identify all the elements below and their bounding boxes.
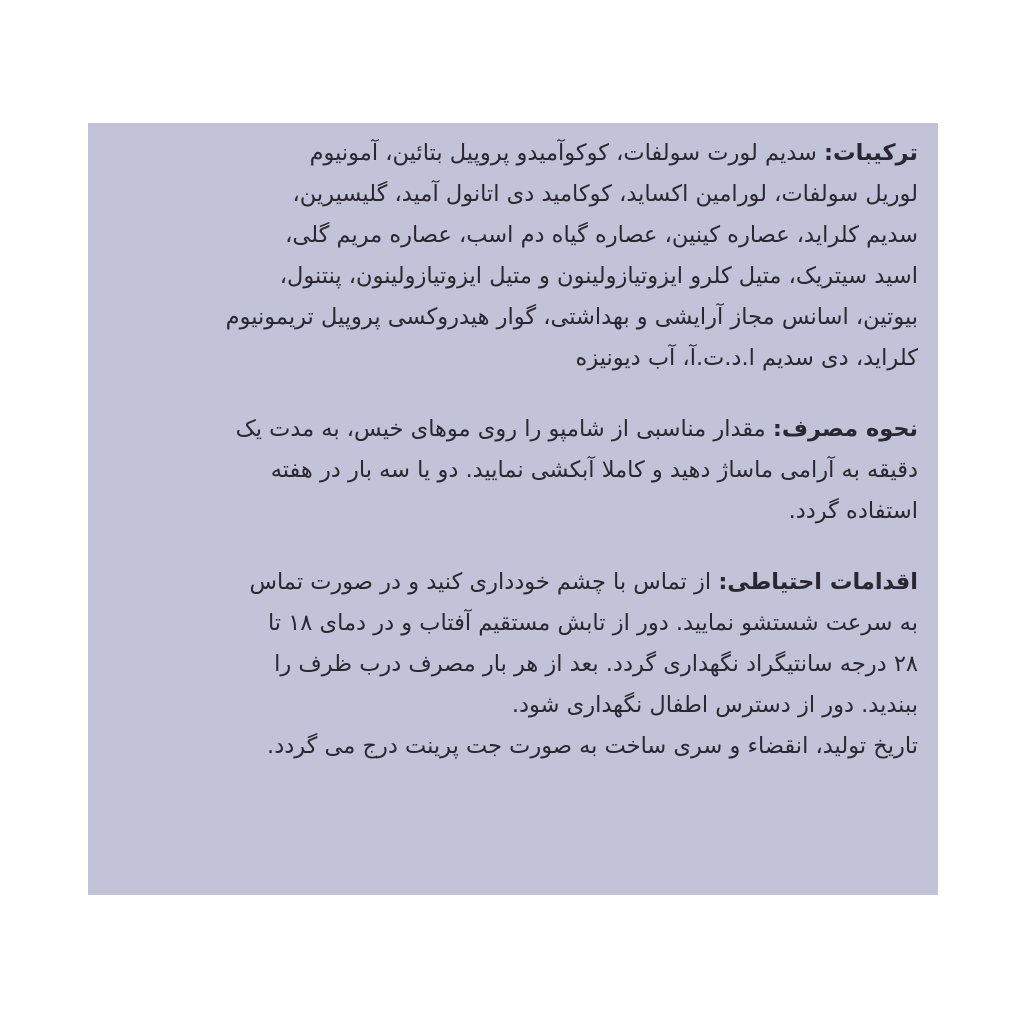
usage-text: مقدار مناسبی از شامپو را روی موهای خیس، به مدت یک <box>235 416 773 442</box>
text-line: ببندید. دور از دسترس اطفال نگهداری شود. <box>511 692 918 718</box>
text-line: سدیم کلراید، عصاره کینین، عصاره گیاه دم اسب، عصاره مریم گلی، <box>285 222 918 248</box>
text-line: بیوتین، اسانس مجاز آرایشی و بهداشتی، گوار هیدروکسی پروپیل تریمونیوم <box>225 304 918 330</box>
usage-heading: نحوه مصرف: <box>772 416 918 442</box>
ingredients-paragraph <box>112 133 918 379</box>
text-line <box>112 133 918 174</box>
text-line: تاریخ تولید، انقضاء و سری ساخت به صورت جت پرینت درج می گردد. <box>267 733 918 759</box>
text-line <box>112 409 918 450</box>
precautions-heading: اقدامات احتیاطی: <box>718 569 918 595</box>
precautions-text: از تماس با چشم خودداری کنید و در صورت تماس <box>249 569 719 595</box>
print-info-paragraph <box>112 726 918 767</box>
text-line: لوریل سولفات، لورامین اکساید، کوکامید دی اتانول آمید، گلیسیرین، <box>292 181 918 207</box>
text-line: استفاده گردد. <box>788 498 918 524</box>
text-line: اسید سیتریک، متیل کلرو ایزوتیازولینون و متیل ایزوتیازولینون، پنتنول، <box>279 263 918 289</box>
text-line <box>112 562 918 603</box>
ingredients-text: سدیم لورت سولفات، کوکوآمیدو پروپیل بتائین، آمونیوم <box>309 140 825 166</box>
text-line: ۲۸ درجه سانتیگراد نگهداری گردد. بعد از هر بار مصرف درب ظرف را <box>274 651 918 677</box>
text-line: کلراید، دی سدیم ا.د.ت.آ، آب دیونیزه <box>575 345 918 371</box>
text-line: دقیقه به آرامی ماساژ دهید و کاملا آبکشی نمایید. دو یا سه بار در هفته <box>270 457 918 483</box>
ingredients-heading: ترکیبات: <box>824 140 918 166</box>
ingredients-label-panel <box>88 123 938 895</box>
usage-paragraph <box>112 409 918 532</box>
precautions-paragraph <box>112 562 918 726</box>
text-line: به سرعت شستشو نمایید. دور از تابش مستقیم آفتاب و در دمای ۱۸ تا <box>267 610 918 636</box>
